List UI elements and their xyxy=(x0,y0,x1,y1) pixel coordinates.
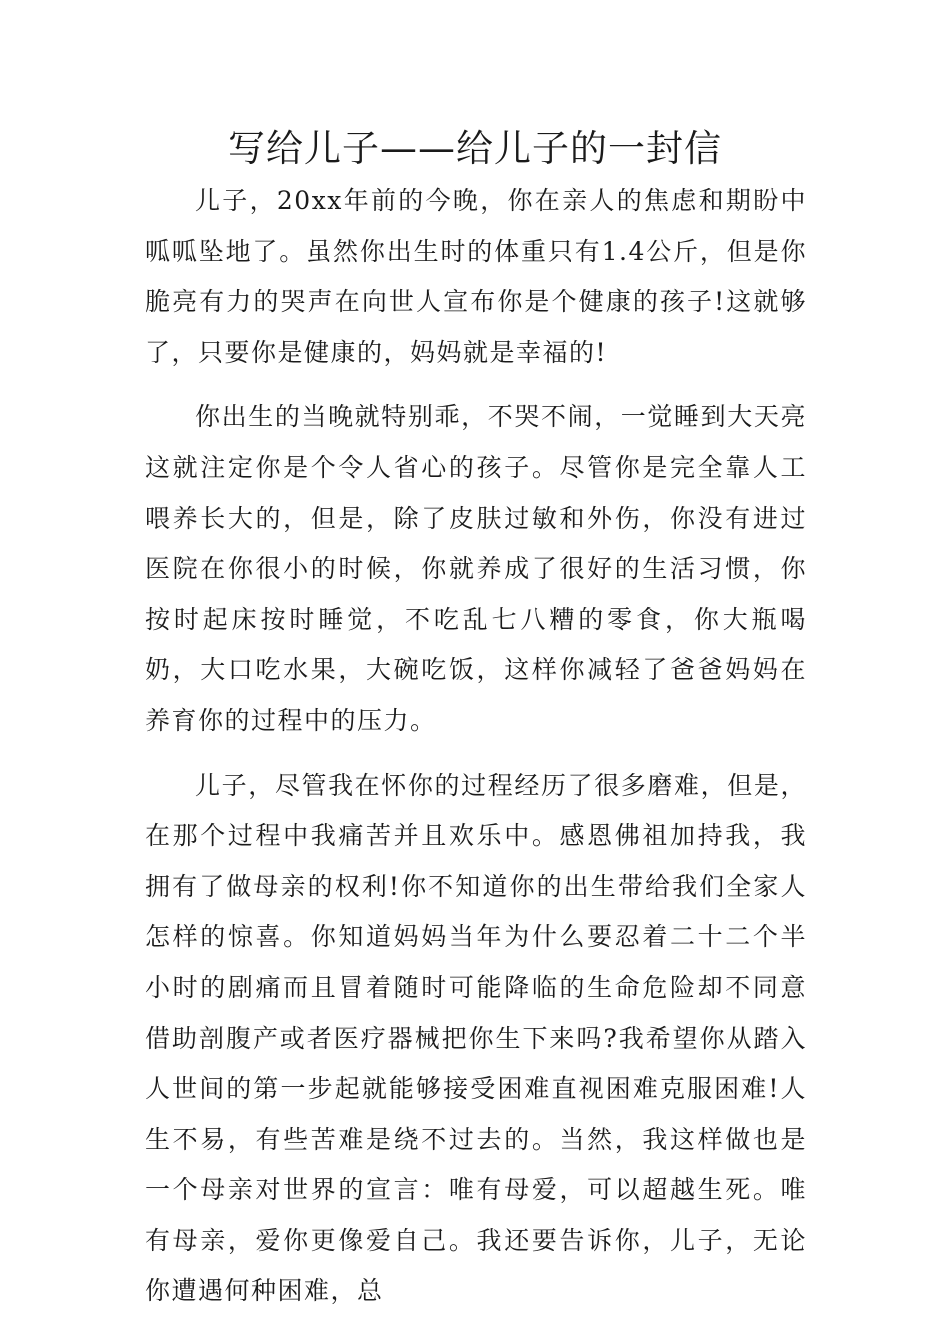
paragraph-3: 儿子，尽管我在怀你的过程经历了很多磨难，但是，在那个过程中我痛苦并且欢乐中。感恩佛祖加持我，我拥有了做母亲的权利!你不知道你的出生带给我们全家人怎样的惊喜。你知道妈妈当年为什么要忍着二十二个半小时的剧痛而且冒着随时可能降临的生命危险却不同意借助剖腹产或者医疗器械把你生下来吗?我希望你从踏入人世间的第一步起就能够接受困难直视困难克服困难!人生不易，有些苦难是绕不过去的。当然，我这样做也是一个母亲对世界的宣言：唯有母爱，可以超越生死。唯有母亲，爱你更像爱自己。我还要告诉你，儿子，无论你遭遇何种困难，总 xyxy=(145,770,807,1306)
paragraph-2: 你出生的当晚就特别乖，不哭不闹，一觉睡到大天亮这就注定你是个令人省心的孩子。尽管你是完全靠人工喂养长大的，但是，除了皮肤过敏和外伤，你没有进过医院在你很小的时候，你就养成了很好的生活习惯，你按时起床按时睡觉，不吃乱七八糟的零食，你大瓶喝奶，大口吃水果，大碗吃饭，这样你减轻了爸爸妈妈在养育你的过程中的压力。 xyxy=(145,402,807,735)
paragraph-1: 儿子，20xx年前的今晚，你在亲人的焦虑和期盼中呱呱坠地了。虽然你出生时的体重只有1.4公斤，但是你脆亮有力的哭声在向世人宣布你是个健康的孩子!这就够了，只要你是健康的，妈妈就是幸福的! xyxy=(145,186,807,367)
document-body xyxy=(145,176,807,1317)
document-title: 写给儿子——给儿子的一封信 xyxy=(228,127,722,170)
